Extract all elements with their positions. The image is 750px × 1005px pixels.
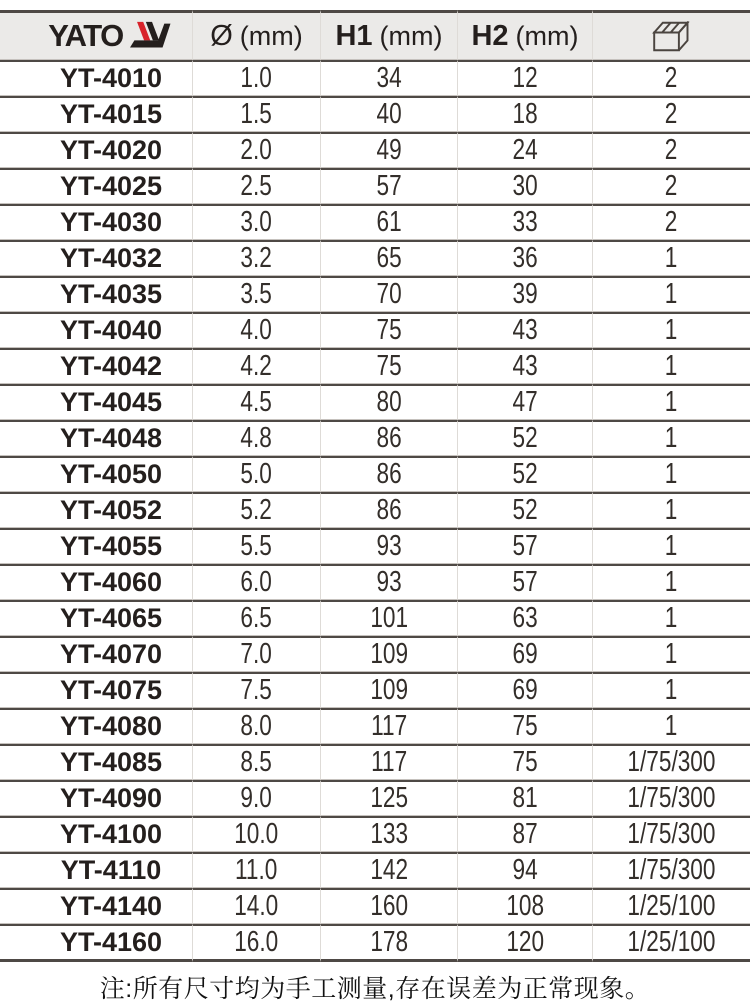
- column-header-brand: [0, 10, 192, 60]
- pack-cell: [592, 204, 750, 240]
- model-cell: [0, 924, 192, 962]
- model-cell-value: YT-4025: [59, 171, 163, 201]
- h2-cell: [457, 888, 592, 924]
- model-cell-value: YT-4045: [59, 387, 163, 417]
- table-row: [0, 312, 750, 348]
- model-cell: [0, 492, 192, 528]
- model-cell-value: YT-4032: [59, 243, 163, 273]
- h2-cell: [457, 492, 592, 528]
- pack-cell: [592, 240, 750, 276]
- model-cell: [0, 672, 192, 708]
- model-cell: [0, 204, 192, 240]
- pack-cell: [592, 564, 750, 600]
- h2-cell: [457, 816, 592, 852]
- pack-cell-value: 1: [665, 314, 678, 346]
- h2-cell: [457, 852, 592, 888]
- diameter-cell-value: 1.0: [240, 62, 273, 94]
- pack-cell: [592, 276, 750, 312]
- table-row: [0, 132, 750, 168]
- pack-cell-value: 1: [665, 710, 678, 742]
- table-row: [0, 852, 750, 888]
- diameter-cell-value: 7.0: [240, 638, 273, 670]
- h1-cell-value: 49: [376, 134, 402, 166]
- h2-cell-value: 43: [512, 314, 538, 346]
- h2-cell-value: 39: [512, 278, 538, 310]
- h1-cell-value: 86: [376, 458, 402, 490]
- pack-cell-value: 1: [665, 242, 678, 274]
- h1-cell-value: 142: [370, 854, 408, 886]
- diameter-cell: [192, 528, 320, 564]
- model-cell-value: YT-4020: [59, 135, 163, 165]
- pack-cell-value: 1: [665, 350, 678, 382]
- h2-cell-value: 57: [512, 530, 538, 562]
- pack-cell-value: 1/75/300: [627, 782, 716, 814]
- model-cell-value: YT-4110: [60, 855, 162, 885]
- diameter-cell: [192, 780, 320, 816]
- diameter-cell: [192, 240, 320, 276]
- diameter-cell: [192, 384, 320, 420]
- h1-cell-value: 133: [370, 818, 408, 850]
- h1-cell-value: 117: [370, 746, 408, 778]
- diameter-cell: [192, 168, 320, 204]
- h2-cell-value: 30: [512, 170, 538, 202]
- h1-cell-value: 80: [376, 386, 402, 418]
- diameter-cell-value: 16.0: [234, 926, 279, 958]
- diameter-cell-value: 4.0: [240, 314, 273, 346]
- column-header-h2: [457, 10, 592, 60]
- h1-cell: [320, 744, 457, 780]
- pack-cell: [592, 672, 750, 708]
- diameter-cell: [192, 600, 320, 636]
- h1-cell: [320, 276, 457, 312]
- pack-cell: [592, 420, 750, 456]
- table-row: [0, 204, 750, 240]
- package-box-icon: [651, 21, 693, 52]
- h1-cell: [320, 816, 457, 852]
- h1-cell-value: 34: [376, 62, 402, 94]
- column-header-diameter: [192, 10, 320, 60]
- diameter-cell: [192, 132, 320, 168]
- model-cell: [0, 384, 192, 420]
- table-row: [0, 780, 750, 816]
- h1-cell: [320, 600, 457, 636]
- model-cell-value: YT-4010: [59, 63, 163, 93]
- h1-cell: [320, 168, 457, 204]
- h1-cell: [320, 708, 457, 744]
- model-cell-value: YT-4035: [59, 279, 163, 309]
- h1-cell-value: 109: [370, 638, 408, 670]
- diameter-cell-value: 5.2: [240, 494, 273, 526]
- pack-cell: [592, 924, 750, 962]
- h2-cell: [457, 384, 592, 420]
- h1-cell: [320, 312, 457, 348]
- h1-cell: [320, 492, 457, 528]
- h1-cell: [320, 780, 457, 816]
- h1-cell-value: 109: [370, 674, 408, 706]
- model-cell: [0, 240, 192, 276]
- diameter-cell-value: 6.0: [240, 566, 273, 598]
- h2-cell-value: 24: [512, 134, 538, 166]
- pack-cell-value: 1: [665, 386, 678, 418]
- table-row: [0, 636, 750, 672]
- model-cell: [0, 168, 192, 204]
- pack-cell-value: 2: [665, 206, 678, 238]
- diameter-cell: [192, 636, 320, 672]
- h2-unit: (mm): [515, 20, 579, 51]
- h1-cell-value: 70: [376, 278, 402, 310]
- h2-cell-value: 75: [512, 746, 538, 778]
- diameter-cell: [192, 312, 320, 348]
- h2-cell-value: 87: [512, 818, 538, 850]
- h1-cell-value: 101: [370, 602, 408, 634]
- diameter-cell-value: 1.5: [240, 98, 273, 130]
- h1-cell-value: 93: [376, 566, 402, 598]
- table-body: [0, 60, 750, 962]
- h2-cell: [457, 204, 592, 240]
- model-cell: [0, 60, 192, 96]
- model-cell: [0, 276, 192, 312]
- h1-cell: [320, 240, 457, 276]
- table-header: [0, 10, 750, 60]
- model-cell-value: YT-4100: [59, 819, 163, 849]
- h1-cell: [320, 456, 457, 492]
- model-cell-value: YT-4060: [59, 567, 163, 597]
- h1-cell-value: 117: [370, 710, 408, 742]
- pack-cell-value: 1/75/300: [627, 746, 716, 778]
- h2-cell: [457, 60, 592, 96]
- h1-cell: [320, 888, 457, 924]
- diameter-cell: [192, 672, 320, 708]
- diameter-cell-value: 3.2: [240, 242, 273, 274]
- diameter-cell-value: 6.5: [240, 602, 273, 634]
- h2-cell-value: 94: [512, 854, 538, 886]
- pack-cell: [592, 60, 750, 96]
- diameter-cell-value: 2.0: [240, 134, 273, 166]
- table-row: [0, 528, 750, 564]
- h2-cell-value: 63: [512, 602, 538, 634]
- table-row: [0, 564, 750, 600]
- diameter-cell: [192, 420, 320, 456]
- pack-cell-value: 1: [665, 494, 678, 526]
- pack-cell: [592, 132, 750, 168]
- model-cell-value: YT-4070: [59, 639, 163, 669]
- h2-cell-value: 47: [512, 386, 538, 418]
- model-cell-value: YT-4055: [59, 531, 163, 561]
- model-cell-value: YT-4065: [59, 603, 163, 633]
- pack-cell-value: 2: [665, 134, 678, 166]
- table-row: [0, 816, 750, 852]
- h1-cell-value: 75: [376, 350, 402, 382]
- pack-cell-value: 1/75/300: [627, 854, 716, 886]
- diameter-cell: [192, 888, 320, 924]
- model-cell: [0, 528, 192, 564]
- yato-logo-icon: [130, 20, 174, 52]
- h2-cell: [457, 780, 592, 816]
- pack-cell: [592, 348, 750, 384]
- diameter-cell: [192, 744, 320, 780]
- model-cell-value: YT-4050: [59, 459, 163, 489]
- model-cell: [0, 708, 192, 744]
- pack-cell-value: 1: [665, 602, 678, 634]
- h2-cell-value: 43: [512, 350, 538, 382]
- pack-cell: [592, 312, 750, 348]
- h1-cell-value: 93: [376, 530, 402, 562]
- h1-cell-value: 160: [370, 890, 408, 922]
- diameter-cell-value: 3.0: [240, 206, 273, 238]
- pack-cell: [592, 168, 750, 204]
- model-cell-value: YT-4052: [59, 495, 163, 525]
- h2-cell: [457, 924, 592, 962]
- pack-cell-value: 1/25/100: [627, 890, 716, 922]
- h2-cell: [457, 312, 592, 348]
- h2-cell-value: 33: [512, 206, 538, 238]
- h2-cell: [457, 168, 592, 204]
- model-cell-value: YT-4075: [59, 675, 163, 705]
- pack-cell-value: 1: [665, 674, 678, 706]
- model-cell: [0, 852, 192, 888]
- h1-cell: [320, 636, 457, 672]
- pack-cell-value: 1: [665, 638, 678, 670]
- h2-cell-value: 69: [512, 674, 538, 706]
- h1-cell-value: 61: [376, 206, 402, 238]
- h1-cell: [320, 96, 457, 132]
- pack-cell: [592, 816, 750, 852]
- pack-cell: [592, 888, 750, 924]
- pack-cell-value: 1: [665, 530, 678, 562]
- h2-cell-value: 52: [512, 494, 538, 526]
- header-row: [0, 10, 750, 60]
- model-cell-value: YT-4080: [59, 711, 163, 741]
- h1-cell: [320, 420, 457, 456]
- h1-cell: [320, 132, 457, 168]
- h1-cell: [320, 348, 457, 384]
- diameter-cell-value: 8.0: [240, 710, 273, 742]
- model-cell: [0, 564, 192, 600]
- diameter-cell-value: 8.5: [240, 746, 273, 778]
- pack-cell-value: 1: [665, 458, 678, 490]
- yato-logo: [0, 18, 192, 54]
- h1-label: H1: [335, 19, 373, 52]
- diameter-cell: [192, 564, 320, 600]
- model-cell: [0, 420, 192, 456]
- diameter-symbol: Ø: [210, 19, 233, 52]
- pack-cell-value: 1: [665, 278, 678, 310]
- h2-cell-value: 81: [512, 782, 538, 814]
- h1-cell: [320, 672, 457, 708]
- diameter-cell: [192, 276, 320, 312]
- pack-cell: [592, 96, 750, 132]
- table-row: [0, 888, 750, 924]
- h1-cell: [320, 924, 457, 962]
- h2-cell: [457, 708, 592, 744]
- diameter-cell-value: 9.0: [240, 782, 273, 814]
- table-row: [0, 744, 750, 780]
- h2-cell-value: 12: [512, 62, 538, 94]
- h1-cell: [320, 852, 457, 888]
- pack-cell: [592, 528, 750, 564]
- pack-cell: [592, 600, 750, 636]
- diameter-cell-value: 2.5: [240, 170, 273, 202]
- pack-cell-value: 2: [665, 98, 678, 130]
- model-cell: [0, 780, 192, 816]
- h1-cell-value: 65: [376, 242, 402, 274]
- h2-cell: [457, 600, 592, 636]
- h1-cell-value: 75: [376, 314, 402, 346]
- model-cell-value: YT-4015: [59, 99, 163, 129]
- model-cell-value: YT-4048: [59, 423, 163, 453]
- h2-cell-value: 52: [512, 422, 538, 454]
- diameter-unit: (mm): [239, 20, 303, 51]
- h1-cell: [320, 384, 457, 420]
- pack-cell-value: 1/75/300: [627, 818, 716, 850]
- table-row: [0, 60, 750, 96]
- diameter-cell-value: 4.8: [240, 422, 273, 454]
- h2-cell: [457, 132, 592, 168]
- h1-unit: (mm): [379, 20, 443, 51]
- h2-cell: [457, 96, 592, 132]
- diameter-cell: [192, 708, 320, 744]
- diameter-cell: [192, 816, 320, 852]
- table-row: [0, 924, 750, 962]
- diameter-cell-value: 3.5: [240, 278, 273, 310]
- table-row: [0, 708, 750, 744]
- h2-cell: [457, 456, 592, 492]
- pack-cell-value: 1/25/100: [627, 926, 716, 958]
- diameter-cell: [192, 96, 320, 132]
- diameter-cell: [192, 456, 320, 492]
- table-row: [0, 96, 750, 132]
- pack-cell: [592, 636, 750, 672]
- model-cell-value: YT-4042: [59, 351, 163, 381]
- model-cell-value: YT-4090: [59, 783, 163, 813]
- h1-cell-value: 57: [376, 170, 402, 202]
- table-row: [0, 240, 750, 276]
- h2-cell: [457, 528, 592, 564]
- diameter-cell-value: 10.0: [234, 818, 279, 850]
- table-row: [0, 420, 750, 456]
- model-cell-value: YT-4160: [59, 927, 163, 957]
- pack-cell: [592, 780, 750, 816]
- brand-wordmark: YATO: [48, 18, 123, 53]
- diameter-cell: [192, 204, 320, 240]
- h1-cell: [320, 60, 457, 96]
- footnote: 注:所有尺寸均为手工测量,存在误差为正常现象。: [99, 975, 651, 1003]
- model-cell: [0, 456, 192, 492]
- model-cell: [0, 600, 192, 636]
- table-row: [0, 348, 750, 384]
- h2-cell-value: 52: [512, 458, 538, 490]
- h2-cell: [457, 636, 592, 672]
- model-cell: [0, 96, 192, 132]
- diameter-cell: [192, 348, 320, 384]
- h2-cell-value: 120: [506, 926, 544, 958]
- h2-cell: [457, 420, 592, 456]
- h1-cell: [320, 528, 457, 564]
- column-header-pack: [592, 10, 750, 60]
- table-row: [0, 492, 750, 528]
- column-header-h1: [320, 10, 457, 60]
- diameter-cell: [192, 492, 320, 528]
- model-cell: [0, 348, 192, 384]
- h1-cell-value: 125: [370, 782, 408, 814]
- h1-cell-value: 40: [376, 98, 402, 130]
- model-cell-value: YT-4040: [59, 315, 163, 345]
- diameter-cell-value: 11.0: [235, 854, 278, 886]
- pack-cell-value: 1: [665, 422, 678, 454]
- pack-cell: [592, 744, 750, 780]
- diameter-cell-value: 4.5: [240, 386, 273, 418]
- pack-cell-value: 1: [665, 566, 678, 598]
- h1-cell: [320, 204, 457, 240]
- h2-cell-value: 36: [512, 242, 538, 274]
- h2-cell-value: 18: [512, 98, 538, 130]
- pack-cell: [592, 708, 750, 744]
- diameter-cell-value: 7.5: [240, 674, 273, 706]
- diameter-cell: [192, 852, 320, 888]
- pack-cell-value: 2: [665, 170, 678, 202]
- model-cell: [0, 312, 192, 348]
- h2-cell: [457, 744, 592, 780]
- diameter-cell: [192, 60, 320, 96]
- diameter-cell: [192, 924, 320, 962]
- h2-cell-value: 108: [506, 890, 544, 922]
- pack-cell: [592, 384, 750, 420]
- model-cell-value: YT-4030: [59, 207, 163, 237]
- h1-cell: [320, 564, 457, 600]
- table-row: [0, 600, 750, 636]
- model-cell: [0, 132, 192, 168]
- diameter-cell-value: 5.5: [240, 530, 273, 562]
- model-cell-value: YT-4140: [59, 891, 163, 921]
- diameter-cell-value: 5.0: [240, 458, 273, 490]
- model-cell: [0, 816, 192, 852]
- h1-cell-value: 86: [376, 494, 402, 526]
- h2-cell-value: 75: [512, 710, 538, 742]
- h2-cell: [457, 564, 592, 600]
- h2-cell: [457, 348, 592, 384]
- h2-cell: [457, 672, 592, 708]
- h2-cell: [457, 240, 592, 276]
- pack-cell: [592, 492, 750, 528]
- model-cell: [0, 888, 192, 924]
- diameter-cell-value: 4.2: [240, 350, 273, 382]
- product-spec-table: [0, 10, 750, 962]
- table-row: [0, 672, 750, 708]
- table-row: [0, 456, 750, 492]
- diameter-cell-value: 14.0: [234, 890, 279, 922]
- table-row: [0, 168, 750, 204]
- pack-cell: [592, 456, 750, 492]
- model-cell: [0, 744, 192, 780]
- model-cell: [0, 636, 192, 672]
- table-row: [0, 276, 750, 312]
- model-cell-value: YT-4085: [59, 747, 163, 777]
- h2-cell-value: 57: [512, 566, 538, 598]
- table-row: [0, 384, 750, 420]
- pack-cell: [592, 852, 750, 888]
- h2-cell-value: 69: [512, 638, 538, 670]
- pack-cell-value: 2: [665, 62, 678, 94]
- h2-cell: [457, 276, 592, 312]
- h1-cell-value: 86: [376, 422, 402, 454]
- h2-label: H2: [471, 19, 509, 52]
- h1-cell-value: 178: [370, 926, 408, 958]
